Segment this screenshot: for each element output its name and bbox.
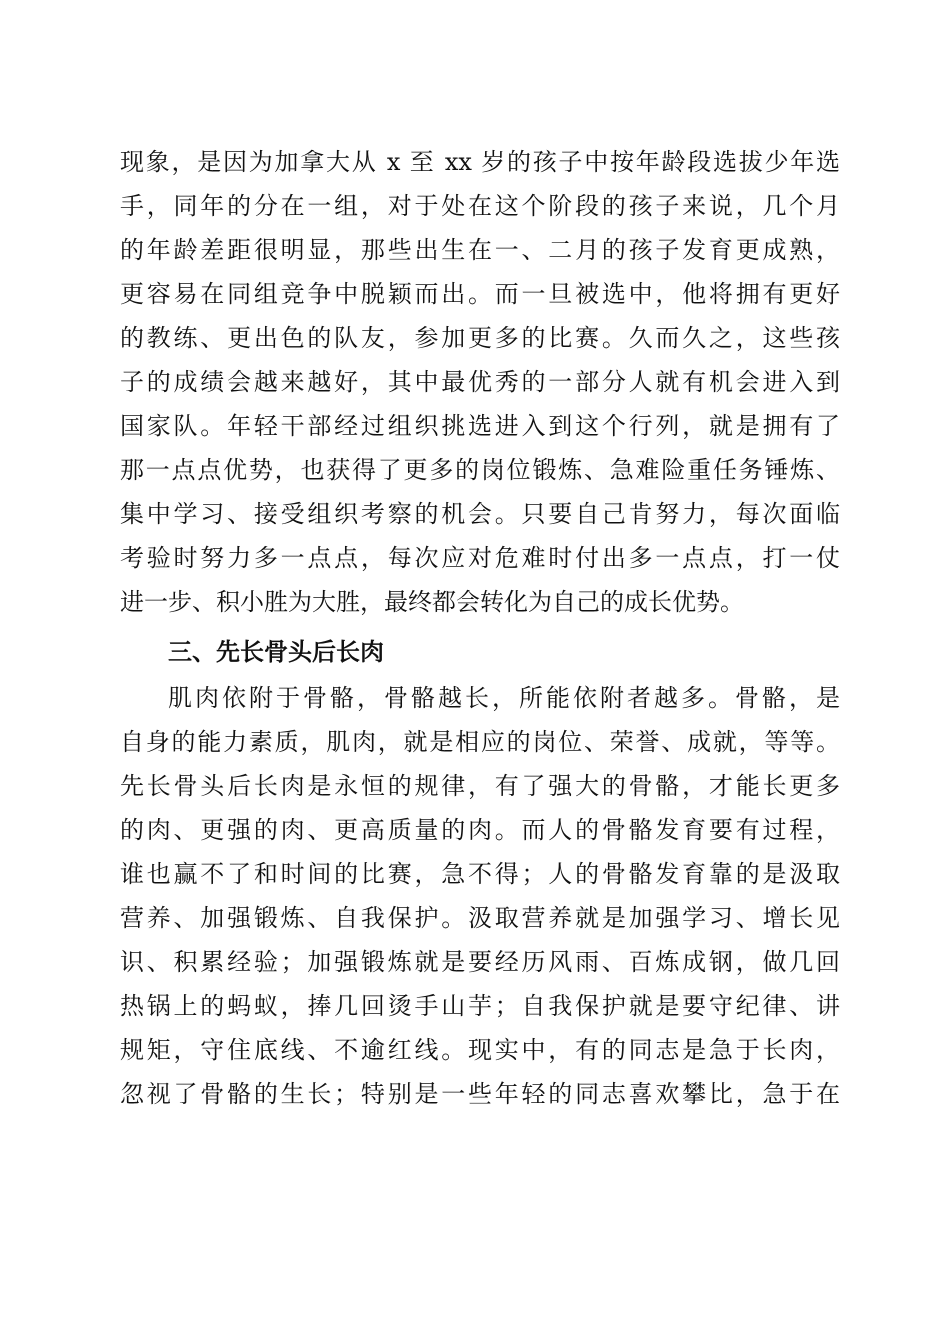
text-line: 手，同年的分在一组，对于处在这个阶段的孩子来说，几个月	[120, 192, 840, 220]
text-line: 子的成绩会越来越好，其中最优秀的一部分人就有机会进入到	[120, 368, 840, 396]
text-line: 营养、加强锻炼、自我保护。汲取营养就是加强学习、增长见	[120, 904, 840, 932]
text-line: 规矩，守住底线、不逾红线。现实中，有的同志是急于长肉，	[120, 1036, 840, 1064]
text-line: 自身的能力素质，肌肉，就是相应的岗位、荣誉、成就，等等。	[120, 728, 840, 756]
text-line: 的年龄差距很明显，那些出生在一、二月的孩子发育更成熟，	[120, 236, 840, 264]
text-line: 国家队。年轻干部经过组织挑选进入到这个行列，就是拥有了	[120, 412, 840, 440]
text-line: 的肉、更强的肉、更高质量的肉。而人的骨骼发育要有过程，	[120, 816, 840, 844]
text-line: 进一步、积小胜为大胜，最终都会转化为自己的成长优势。	[120, 588, 744, 616]
text-line: 热锅上的蚂蚁，捧几回烫手山芋；自我保护就是要守纪律、讲	[120, 992, 840, 1020]
text-line: 集中学习、接受组织考察的机会。只要自己肯努力，每次面临	[120, 500, 840, 528]
text-line: 考验时努力多一点点，每次应对危难时付出多一点点，打一仗	[120, 544, 840, 572]
text-line: 那一点点优势，也获得了更多的岗位锻炼、急难险重任务锤炼、	[120, 456, 840, 484]
text-line: 识、积累经验；加强锻炼就是要经历风雨、百炼成钢，做几回	[120, 948, 840, 976]
text-line: 谁也赢不了和时间的比赛，急不得；人的骨骼发育靠的是汲取	[120, 860, 840, 888]
text-line: 现象，是因为加拿大从 x 至 xx 岁的孩子中按年龄段选拔少年选	[120, 148, 840, 176]
section-heading: 三、先长骨头后长肉	[168, 638, 384, 666]
text-line: 的教练、更出色的队友，参加更多的比赛。久而久之，这些孩	[120, 324, 840, 352]
text-line: 更容易在同组竞争中脱颖而出。而一旦被选中，他将拥有更好	[120, 280, 840, 308]
text-line: 肌肉依附于骨骼，骨骼越长，所能依附者越多。骨骼，是	[168, 684, 840, 712]
text-line: 忽视了骨骼的生长；特别是一些年轻的同志喜欢攀比，急于在	[120, 1080, 840, 1108]
text-line: 先长骨头后长肉是永恒的规律，有了强大的骨骼，才能长更多	[120, 772, 840, 800]
